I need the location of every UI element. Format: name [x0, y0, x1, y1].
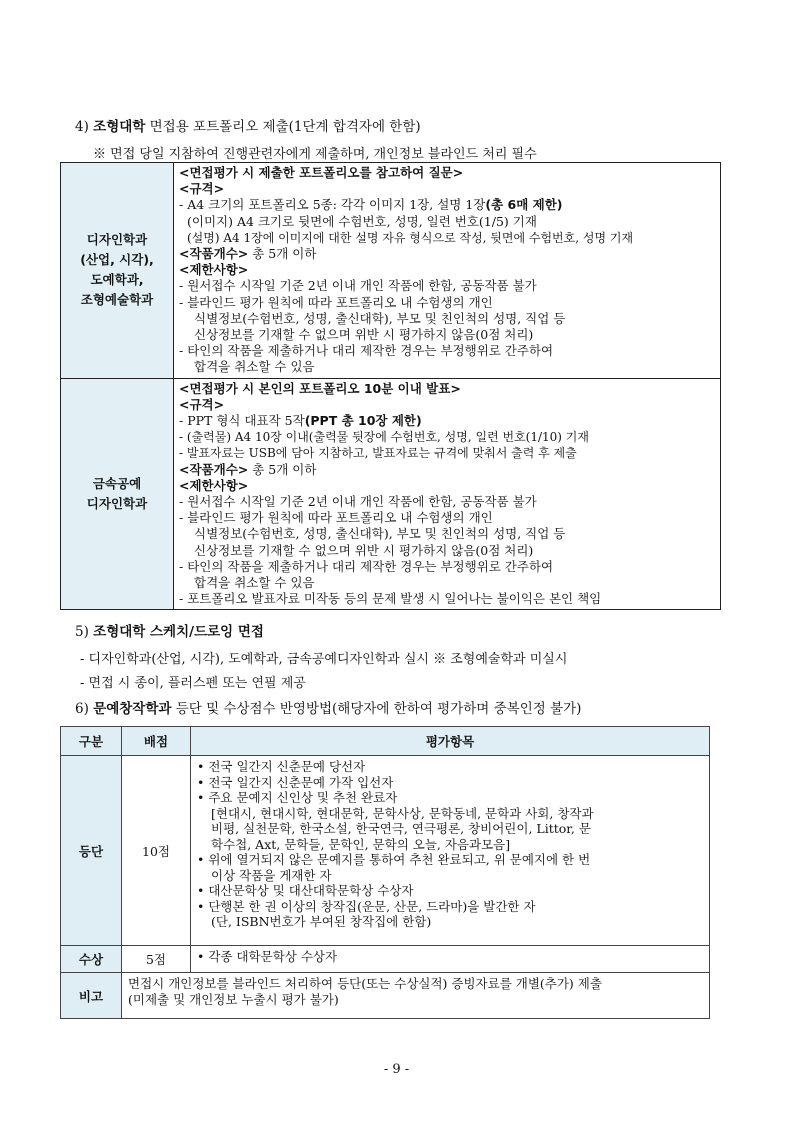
restriction-line: 신상정보를 기재할 수 없으며 위반 시 평가하지 않음(0점 처리)	[194, 542, 534, 558]
row-label-design	[61, 163, 174, 379]
restriction-heading: <제한사항>	[179, 477, 249, 493]
section6-number: 6)	[75, 701, 89, 717]
section4-note: ※ 면접 당일 지참하여 진행관련자에게 제출하며, 개인정보 블라인드 처리 필수	[93, 147, 537, 162]
restriction-line: - 원서접수 시작일 기준 2년 이내 개인 작품에 한함, 공동작품 불가	[179, 494, 537, 510]
debut-score: 10점	[122, 756, 191, 946]
label-line: 도예학과,	[90, 272, 144, 288]
portfolio-table	[60, 162, 721, 610]
debut-criteria	[191, 756, 710, 946]
remark-label: 비고	[61, 973, 122, 1019]
header-category: 구분	[61, 727, 122, 756]
section5-heading	[75, 620, 264, 640]
remark-line: (미제출 및 개인정보 누출시 평가 불가)	[128, 991, 339, 1007]
restriction-line: - 블라인드 평가 원칙에 따라 포트폴리오 내 수험생의 개인	[179, 294, 493, 310]
section4-title: 조형대학	[93, 119, 146, 135]
count-line: <작품개수> 총 5개 이하	[179, 246, 317, 262]
score-header-row	[61, 727, 710, 756]
header-score: 배점	[122, 727, 191, 756]
label-line: (산업, 시각),	[80, 252, 154, 268]
criteria-item: • 대산문학상 및 대산대학문학상 수상자	[197, 883, 414, 898]
criteria-item: (단, ISBN번호가 부여된 창작집에 한함)	[211, 914, 432, 929]
section5-number: 5)	[75, 624, 89, 640]
row-content-metal	[174, 378, 721, 610]
restriction-line: 합격을 취소할 수 있음	[194, 575, 315, 591]
label-line: 디자인학과	[86, 232, 148, 248]
restriction-line: - 포트폴리오 발표자료 미작동 등의 문제 발생 시 일어나는 불이익은 본인 책임	[179, 591, 602, 607]
label-line: 금속공예	[92, 476, 142, 492]
award-label: 수상	[61, 946, 122, 973]
spec-heading: <규격>	[179, 396, 225, 412]
row-content-design	[174, 163, 721, 379]
criteria-item: • 주요 문예지 신인상 및 추천 완료자	[197, 790, 398, 805]
section5-detail-1: - 디자인학과(산업, 시각), 도예학과, 금속공예디자인학과 실시 ※ 조형예술학과 미실시	[80, 652, 568, 667]
spec-line: - 발표자료는 USB에 담아 지참하고, 발표자료는 규격에 맞춰서 출력 후 제출	[179, 446, 577, 461]
spec-heading: <규격>	[179, 181, 225, 197]
remark-line: 면접시 개인정보를 블라인드 처리하여 등단(또는 수상실적) 증빙자료를 개별(추가) 제출	[128, 976, 602, 991]
page-number: - 9 -	[383, 1062, 410, 1077]
section5-detail-2: - 면접 시 종이, 플러스펜 또는 연필 제공	[80, 676, 306, 691]
award-score: 5점	[122, 946, 191, 973]
spec-line: - A4 크기의 포트폴리오 5종: 각각 이미지 1장, 설명 1장(총 6매 제한)	[179, 197, 563, 213]
label-line: 조형예술학과	[80, 292, 154, 308]
spec-line: - (출력물) A4 10장 이내(출력물 뒷장에 수험번호, 성명, 일련 번호(1/10) 기재	[179, 430, 589, 445]
label-line: 디자인학과	[86, 496, 148, 512]
restriction-line: - 타인의 작품을 제출하거나 대리 제작한 경우는 부정행위로 간주하여	[179, 558, 554, 574]
count-line: <작품개수> 총 5개 이하	[179, 461, 317, 477]
restriction-line: 합격을 취소할 수 있음	[194, 359, 315, 375]
spec-line: (설명) A4 1장에 이미지에 대한 설명 자유 형식으로 작성, 뒷면에 수험번호, 성명 기재	[187, 230, 634, 245]
criteria-item: • 전국 일간지 신춘문예 가작 입선자	[197, 774, 394, 790]
header-criteria: 평가항목	[191, 727, 710, 756]
restriction-line: - 블라인드 평가 원칙에 따라 포트폴리오 내 수험생의 개인	[179, 510, 493, 526]
score-row-remark	[61, 973, 710, 1019]
section4-heading	[75, 115, 421, 135]
restriction-heading: <제한사항>	[179, 262, 249, 278]
restriction-line: 식별정보(수험번호, 성명, 출신대학), 부모 및 친인척의 성명, 직업 등	[194, 310, 566, 326]
section4-number: 4)	[75, 119, 89, 135]
spec-line: (이미지) A4 크기로 뒷면에 수험번호, 성명, 일련 번호(1/5) 기재	[187, 213, 537, 229]
criteria-item: [현대시, 현대시학, 현대문학, 문학사상, 문학동네, 문학과 사회, 창작과	[211, 805, 594, 821]
criteria-item: 비평, 실천문학, 한국소설, 한국연극, 연극평론, 창비어린이, Littor, 문	[211, 821, 591, 836]
award-criteria	[191, 946, 710, 973]
portfolio-row-design	[61, 163, 721, 379]
section4-rest: 면접용 포트폴리오 제출(1단계 합격자에 한함)	[149, 119, 421, 135]
criteria-item: • 각종 대학문학상 수상자	[197, 949, 338, 964]
portfolio-row-metal	[61, 378, 721, 610]
criteria-item: • 전국 일간지 신춘문예 당선자	[197, 759, 366, 774]
restriction-line: 식별정보(수험번호, 성명, 출신대학), 부모 및 친인척의 성명, 직업 등	[194, 526, 566, 542]
restriction-line: - 원서접수 시작일 기준 2년 이내 개인 작품에 한함, 공동작품 불가	[179, 278, 537, 294]
score-table	[60, 726, 710, 1019]
eval-heading: <면접평가 시 본인의 포트폴리오 10분 이내 발표>	[179, 380, 461, 396]
debut-label: 등단	[61, 756, 122, 946]
criteria-item: 학수첩, Axt, 문학들, 문학인, 문학의 오늘, 자음과모음]	[211, 836, 511, 852]
section6-rest: 등단 및 수상점수 반영방법(해당자에 한하여 평가하며 중복인정 불가)	[175, 701, 582, 717]
section5-title: 조형대학 스케치/드로잉 면접	[93, 624, 264, 640]
spec-line: - PPT 형식 대표작 5작(PPT 총 10장 제한)	[179, 413, 422, 429]
row-label-metal	[61, 378, 174, 610]
restriction-line: 신상정보를 기재할 수 없으며 위반 시 평가하지 않음(0점 처리)	[194, 327, 534, 343]
section6-heading	[75, 697, 581, 717]
restriction-line: - 타인의 작품을 제출하거나 대리 제작한 경우는 부정행위로 간주하여	[179, 343, 554, 359]
criteria-item: • 단행본 한 권 이상의 창작집(운문, 산문, 드라마)을 발간한 자	[197, 898, 536, 914]
score-row-award	[61, 946, 710, 973]
eval-heading: <면접평가 시 제출한 포트폴리오를 참고하여 질문>	[179, 165, 464, 180]
score-row-debut	[61, 756, 710, 946]
criteria-item: • 위에 열거되지 않은 문예지를 통하여 추천 완료되고, 위 문예지에 한 번	[197, 852, 591, 867]
criteria-item: 이상 작품을 게재한 자	[211, 867, 332, 883]
remark-content	[122, 973, 710, 1019]
section6-title: 문예창작학과	[93, 701, 172, 717]
